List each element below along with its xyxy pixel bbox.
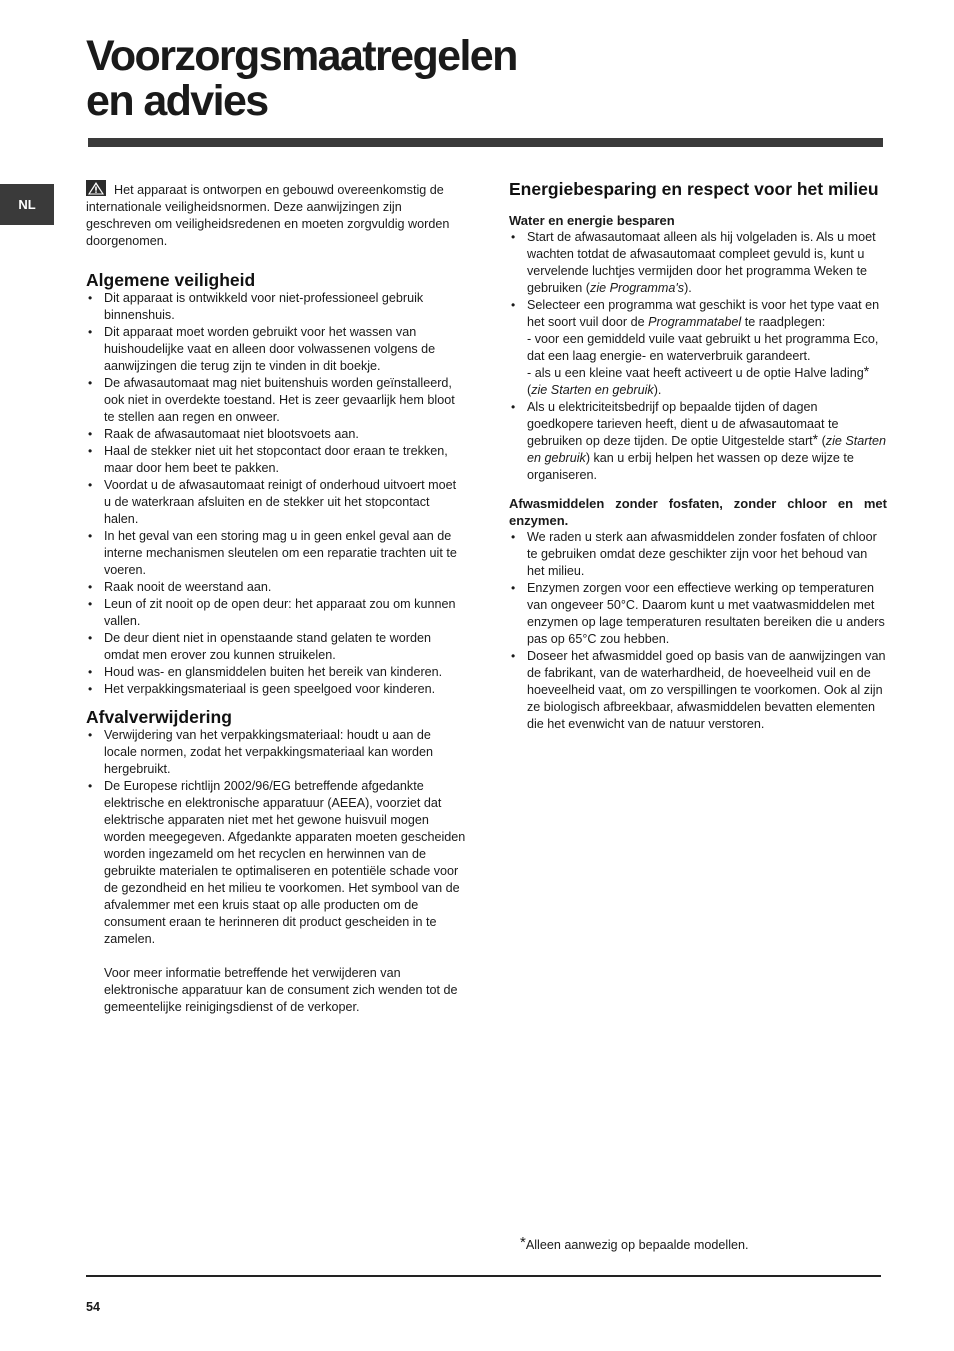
afwasmiddelen-list — [509, 529, 887, 733]
list-item: • Haal de stekker niet uit het stopcontact door eraan te trekken, maar door hem beet te pakken. — [86, 443, 466, 477]
page-title-line-2: en advies — [86, 77, 268, 125]
sub-item: - voor een gemiddeld vuile vaat gebruikt u het programma Eco, dat een laag energie- en waterverbruik garandeert. — [527, 332, 879, 363]
sub-item-text: - als u een kleine vaat heeft activeert u de optie Halve lading — [527, 366, 864, 380]
footer-divider — [86, 1275, 881, 1277]
right-column — [509, 179, 887, 733]
subheading-afwasmiddelen: Afwasmiddelen zonder fosfaten, zonder chloor en met enzymen. — [509, 496, 887, 528]
list-item-text: ) kan u erbij helpen het wassen op deze wijze te organiseren. — [527, 451, 854, 482]
warning-triangle-icon — [86, 180, 106, 196]
cross-reference: zie Programma's — [590, 281, 685, 295]
title-divider — [88, 138, 883, 147]
cross-reference: Programmatabel — [648, 315, 742, 329]
footnote-text: Alleen aanwezig op bepaalde modellen. — [525, 1238, 749, 1252]
list-item — [509, 229, 887, 297]
list-item: • De afwasautomaat mag niet buitenshuis worden geïnstalleerd, ook niet in overdekte toestand. Het is zeer gevaarlijk hem bloot te stellen aan regen en onweer. — [86, 375, 466, 426]
list-item-text: Als u elektriciteitsbedrijf op bepaalde tijden of dagen goedkopere tarieven heeft, dient u de afwasautomaat te gebruiken op deze tijden. De optie Uitgestelde start — [527, 400, 839, 448]
section-heading-afvalverwijdering: Afvalverwijdering — [86, 707, 232, 727]
list-item: • Voordat u de afwasautomaat reinigt of onderhoud uitvoert moet u de waterkraan afsluiten en de stekker uit het stopcontact halen. — [86, 477, 466, 528]
list-item-text: ). — [684, 281, 692, 295]
list-item: • In het geval van een storing mag u in geen enkel geval aan de interne mechanismen sleutelen om een reparatie trachten uit te voeren. — [86, 528, 466, 579]
list-item: • We raden u sterk aan afwasmiddelen zonder fosfaten of chloor te gebruiken omdat deze geschikter zijn voor het behoud van het milieu. — [509, 529, 887, 580]
page-title — [86, 34, 517, 124]
list-item-text: Start de afwasautomaat alleen als hij volgeladen is. Als u moet wachten totdat de afwasautomaat compleet gevuld is, kunt u vervelende luchtjes vermijden door het programma Weken te gebruiken ( — [527, 230, 876, 295]
cross-reference: zie Starten en gebruik — [527, 434, 886, 465]
list-item: • Doseer het afwasmiddel goed op basis van de aanwijzingen van de fabrikant, van de waterhardheid, de hoeveelheid vuil en de hoeveelheid vaat, om zo verspillingen te voorkomen. Ook al zijn ze biologisch afbreekbaar, afwasmiddelen bevatten elementen die het evenwicht van de natuur verstoren. — [509, 648, 887, 733]
intro-text: Het apparaat is ontworpen en gebouwd overeenkomstig de internationale veiligheidsnormen. Deze aanwijzingen zijn geschreven om veiligheidsredenen en moeten zorgvuldig worden doorgenomen. — [86, 183, 450, 248]
subheading-water-energie: Water en energie besparen — [509, 213, 675, 228]
list-item: • Verwijdering van het verpakkingsmateriaal: houdt u aan de locale normen, zodat het verpakkingsmateriaal kan worden hergebruikt. — [86, 727, 466, 778]
list-item: • Enzymen zorgen voor een effectieve werking op temperaturen van ongeveer 50°C. Daarom kunt u met vaatwasmiddelen met enzymen op lage temperaturen resultaten bereiken die u anders pas op 65°C zou hebben. — [509, 580, 887, 648]
list-item-text: Selecteer een programma wat geschikt is voor het type vaat en het soort vuil door de — [527, 298, 880, 329]
list-item: • De deur dient niet in openstaande stand gelaten te worden omdat men erover zou kunnen struikelen. — [86, 630, 466, 664]
footnote-marker: * — [812, 431, 819, 447]
list-item-text: te raadplegen: — [741, 315, 826, 329]
list-item: • Leun of zit nooit op de open deur: het apparaat zou om kunnen vallen. — [86, 596, 466, 630]
water-energie-list — [509, 229, 887, 484]
cross-reference: zie Starten en gebruik — [531, 383, 654, 397]
afvalverwijdering-list — [86, 727, 466, 1016]
weee-note: Voor meer informatie betreffende het verwijderen van elektronische apparatuur kan de consument zich wenden tot de gemeentelijke reinigingsdienst of de verkoper. — [104, 966, 458, 1014]
left-column — [86, 180, 466, 1016]
list-item: • Raak de afwasautomaat niet blootsvoets aan. — [86, 426, 466, 443]
list-item: • Dit apparaat moet worden gebruikt voor het wassen van huishoudelijke vaat en alleen door volwassenen volgens de aanwijzingen die terug zijn te vinden in dit boekje. — [86, 324, 466, 375]
language-tab: NL — [0, 184, 54, 225]
weee-text: De Europese richtlijn 2002/96/EG betreffende afgedankte elektrische en elektronische apparatuur (AEEA), voorziet dat elektrische apparaten niet met het gewone huisvuil mogen worden meegegeven. Afgedankte apparaten moeten gescheiden worden ingezameld om het recyclen en herwinnen van de gebruikte materialen te optimaliseren en potentiële schade voor de gezondheid en het milieu te voorkomen. Het symbool van de afvalemmer met een kruis staat op alle producten om de consument eraan te herinneren dit product gescheiden in te zamelen. — [104, 779, 466, 946]
list-item: • Het verpakkingsmateriaal is geen speelgoed voor kinderen. — [86, 681, 466, 698]
algemene-veiligheid-list — [86, 290, 466, 698]
section-heading-algemene-veiligheid: Algemene veiligheid — [86, 270, 256, 290]
list-item: • Dit apparaat is ontwikkeld voor niet-professioneel gebruik binnenshuis. — [86, 290, 466, 324]
list-item: • Raak nooit de weerstand aan. — [86, 579, 466, 596]
list-item: • Als u elektriciteitsbedrijf op bepaalde tijden of dagen goedkopere tarieven heeft, dient u de afwasautomaat te gebruiken op deze tijden. De optie Uitgestelde start* (zie Starten en gebruik) kan u erbij helpen het wassen op deze wijze te organiseren. — [509, 399, 887, 484]
sub-item: - als u een kleine vaat heeft activeert u de optie Halve lading* (zie Starten en gebruik). — [527, 363, 870, 397]
footnote-marker: * — [863, 363, 870, 379]
page-number: 54 — [86, 1300, 101, 1314]
footnote-marker: * — [520, 1234, 526, 1251]
page-title-line-1: Voorzorgsmaatregelen — [86, 32, 517, 80]
footnote — [520, 1234, 749, 1254]
intro-paragraph — [86, 180, 466, 250]
list-item: • Houd was- en glansmiddelen buiten het bereik van kinderen. — [86, 664, 466, 681]
list-item — [86, 778, 466, 1016]
list-item — [509, 297, 887, 399]
section-heading-energiebesparing: Energiebesparing en respect voor het milieu — [509, 179, 879, 199]
